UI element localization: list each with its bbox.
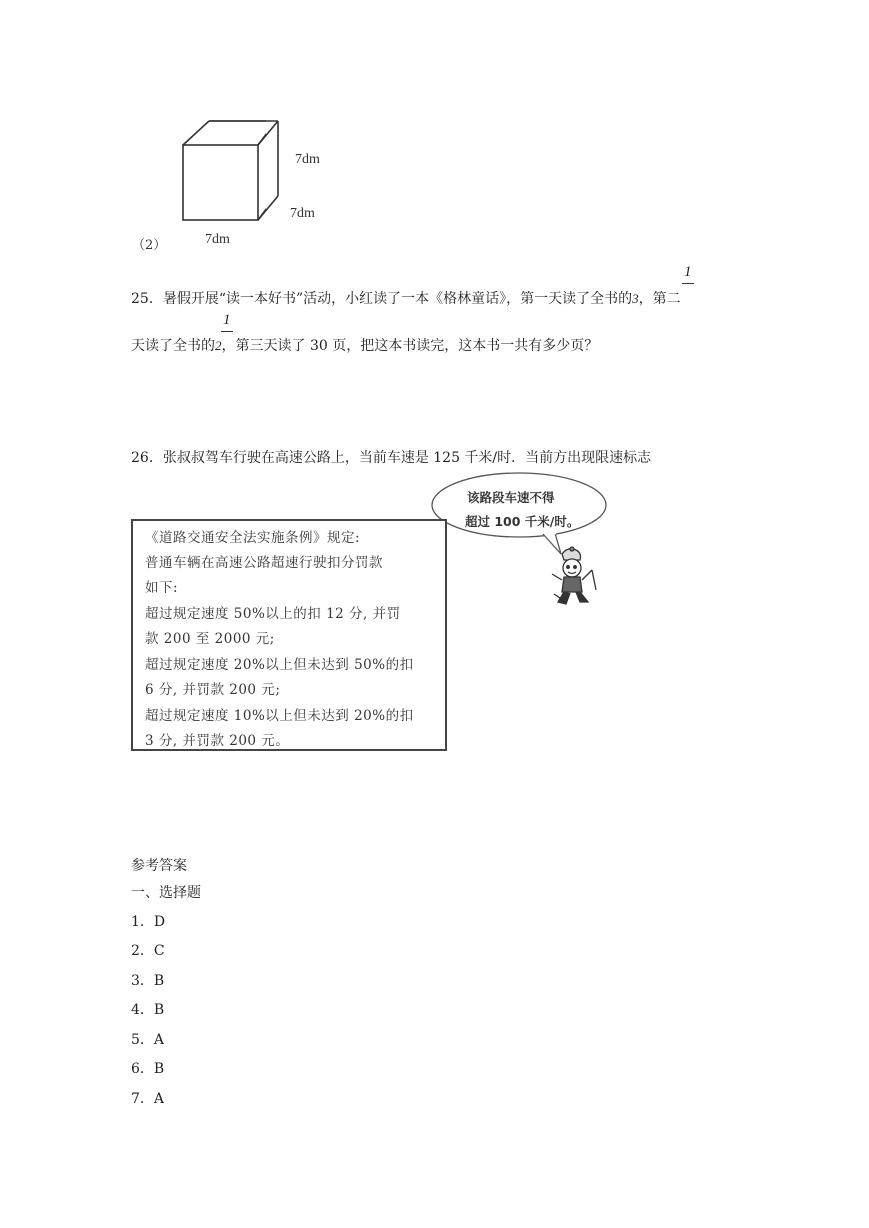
rule-line-9: 3 分, 并罚款 200 元。 bbox=[145, 733, 290, 749]
q25-line2: 天读了全书的2，第三天读了 30 页，把这本书读完，这本书一共有多少页？ bbox=[131, 338, 599, 354]
rule-line-4: 超过规定速度 50%以上的扣 12 分, 并罚 bbox=[145, 606, 401, 622]
rule-line-2: 普通车辆在高速公路超速行驶扣分罚款 bbox=[145, 555, 383, 571]
rule-line-5: 款 200 至 2000 元; bbox=[145, 631, 275, 647]
cube-top-edge bbox=[176, 116, 286, 156]
answer-item: 6．B bbox=[131, 1061, 165, 1077]
q25-frac2-bar bbox=[221, 331, 233, 332]
answer-item: 4．B bbox=[131, 1002, 165, 1018]
bubble-line1: 该路段车速不得 bbox=[467, 490, 555, 505]
q25-frac2-denominator: 2 bbox=[215, 338, 222, 353]
traffic-officer-icon bbox=[546, 544, 602, 608]
q25-frac1-bar bbox=[682, 283, 694, 284]
dim-depth-label: 7dm bbox=[290, 206, 315, 221]
answer-item: 5．A bbox=[131, 1032, 165, 1048]
answer-item: 1．D bbox=[131, 914, 166, 930]
answer-item: 7．A bbox=[131, 1091, 165, 1107]
dim-height-label: 7dm bbox=[295, 152, 320, 167]
q25-frac1-numerator: 1 bbox=[684, 264, 692, 280]
rule-line-1: 《道路交通安全法实施条例》规定: bbox=[145, 530, 361, 546]
q26-line1: 26．张叔叔驾车行驶在高速公路上，当前车速是 125 千米/时．当前方出现限速标志 bbox=[131, 450, 652, 466]
answers-section: 一、选择题 bbox=[131, 885, 201, 901]
bubble-line2: 超过 100 千米/时。 bbox=[465, 514, 580, 529]
rule-line-7: 6 分, 并罚款 200 元; bbox=[145, 682, 281, 698]
answer-item: 3．B bbox=[131, 973, 165, 989]
q25-frac1-denominator: 3 bbox=[632, 291, 639, 306]
figure-number: （2） bbox=[132, 238, 167, 253]
answer-item: 2．C bbox=[131, 943, 165, 959]
rule-line-6: 超过规定速度 20%以上但未达到 50%的扣 bbox=[145, 657, 414, 673]
rule-line-3: 如下: bbox=[145, 580, 179, 596]
dim-width-label: 7dm bbox=[205, 232, 230, 247]
answers-title: 参考答案 bbox=[131, 858, 187, 874]
rule-line-8: 超过规定速度 10%以上但未达到 20%的扣 bbox=[145, 708, 414, 724]
q25-frac2-numerator: 1 bbox=[223, 312, 231, 328]
q25-line1: 25．暑假开展“读一本好书”活动，小红读了一本《格林童话》，第一天读了全书的3，第二 bbox=[131, 291, 681, 307]
traffic-rules-box bbox=[131, 519, 447, 751]
